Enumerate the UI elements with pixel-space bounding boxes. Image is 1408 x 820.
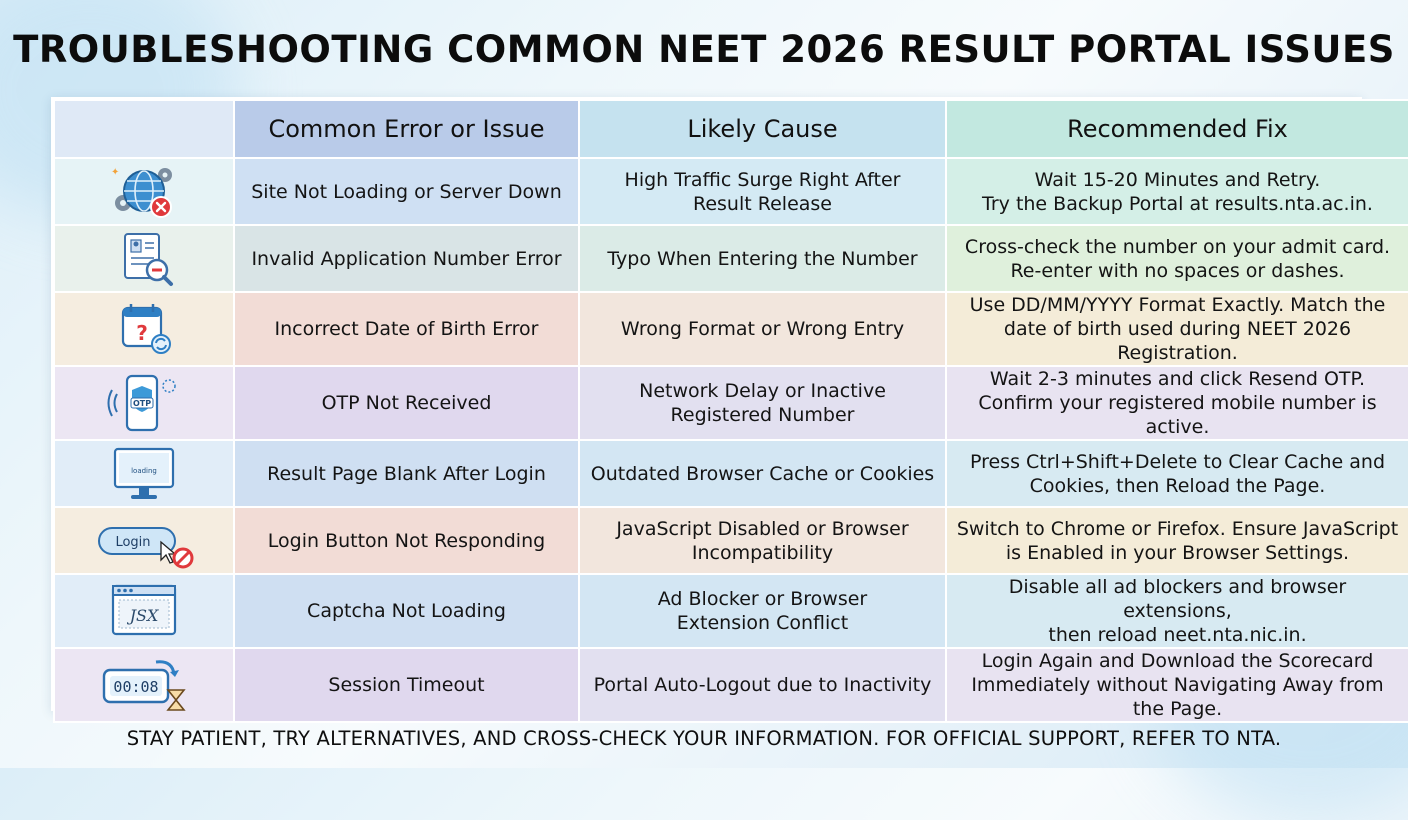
icon-cell bbox=[54, 440, 234, 507]
fix-line: Login Again and Download the Scorecard bbox=[981, 650, 1374, 672]
cause-line: Typo When Entering the Number bbox=[607, 247, 918, 270]
fix-line: Wait 15-20 Minutes and Retry. bbox=[1034, 168, 1321, 191]
icon-cell bbox=[54, 648, 234, 722]
header-fix: Recommended Fix bbox=[946, 100, 1408, 158]
cause-cell bbox=[579, 648, 946, 722]
fix-cell bbox=[946, 225, 1408, 292]
fix-line: Wait 2-3 minutes and click Resend OTP. bbox=[989, 368, 1366, 390]
fix-line: then reload neet.nta.nic.in. bbox=[1048, 624, 1307, 646]
table-row bbox=[54, 648, 1408, 722]
table-row bbox=[54, 366, 1408, 440]
phone-otp-icon bbox=[99, 372, 189, 434]
fix-line: Press Ctrl+Shift+Delete to Clear Cache and bbox=[969, 450, 1386, 473]
issue-cell: Invalid Application Number Error bbox=[234, 225, 579, 292]
fix-line: Switch to Chrome or Firefox. Ensure JavaScript bbox=[956, 517, 1399, 540]
captcha-window-icon bbox=[99, 580, 189, 642]
fix-cell bbox=[946, 158, 1408, 225]
icon-cell bbox=[54, 292, 234, 366]
calendar-question-icon bbox=[99, 298, 189, 360]
fix-line: Use DD/MM/YYYY Format Exactly. Match the bbox=[969, 294, 1386, 316]
cause-cell bbox=[579, 225, 946, 292]
header-cause: Likely Cause bbox=[579, 100, 946, 158]
svg-text:✦: ✦ bbox=[111, 166, 120, 178]
fix-line: Disable all ad blockers and browser extensions, bbox=[1008, 576, 1347, 622]
fix-line: Immediately without Navigating Away from the Page. bbox=[971, 674, 1384, 720]
svg-text:?: ? bbox=[136, 321, 148, 345]
table-row bbox=[54, 574, 1408, 648]
table-header-row bbox=[54, 100, 1408, 158]
cause-line: High Traffic Surge Right After bbox=[624, 168, 901, 191]
cause-line: Network Delay or Inactive bbox=[639, 380, 886, 402]
issue-cell: Login Button Not Responding bbox=[234, 507, 579, 574]
cause-cell bbox=[579, 507, 946, 574]
cause-line: Portal Auto-Logout due to Inactivity bbox=[593, 674, 932, 696]
fix-cell bbox=[946, 507, 1408, 574]
page-title: TROUBLESHOOTING COMMON NEET 2026 RESULT PORTAL ISSUES bbox=[13, 28, 1395, 71]
table-row bbox=[54, 292, 1408, 366]
issue-cell: Incorrect Date of Birth Error bbox=[234, 292, 579, 366]
fix-cell bbox=[946, 574, 1408, 648]
otp-icon-label: OTP bbox=[132, 399, 152, 408]
timer-icon-label: 00:08 bbox=[113, 678, 159, 696]
fix-line: Confirm your registered mobile number is active. bbox=[978, 392, 1377, 438]
cause-line: Incompatibility bbox=[691, 541, 834, 564]
issue-cell: Captcha Not Loading bbox=[234, 574, 579, 648]
fix-line: is Enabled in your Browser Settings. bbox=[1005, 541, 1350, 564]
icon-cell bbox=[54, 158, 234, 225]
table-row bbox=[54, 507, 1408, 574]
fix-line: date of birth used during NEET 2026 Registration. bbox=[1003, 318, 1352, 364]
loading-icon-label: loading bbox=[131, 466, 157, 475]
globe-error-icon bbox=[99, 161, 189, 223]
header-icon-cell bbox=[54, 100, 234, 158]
header-issue: Common Error or Issue bbox=[234, 100, 579, 158]
issue-cell: Site Not Loading or Server Down bbox=[234, 158, 579, 225]
cause-cell bbox=[579, 366, 946, 440]
cause-cell bbox=[579, 574, 946, 648]
cause-line: Wrong Format or Wrong Entry bbox=[620, 318, 905, 340]
cause-line: Result Release bbox=[693, 192, 832, 215]
fix-cell bbox=[946, 648, 1408, 722]
cause-line: Outdated Browser Cache or Cookies bbox=[590, 462, 935, 485]
icon-cell bbox=[54, 366, 234, 440]
fix-cell bbox=[946, 440, 1408, 507]
login-button-blocked-icon bbox=[89, 510, 199, 572]
cause-line: Registered Number bbox=[670, 404, 855, 426]
cause-line: Extension Conflict bbox=[676, 612, 849, 634]
cause-cell bbox=[579, 158, 946, 225]
fix-line: Cross-check the number on your admit card. bbox=[964, 235, 1391, 258]
cause-cell bbox=[579, 292, 946, 366]
monitor-loading-icon bbox=[99, 443, 189, 505]
fix-line: Cookies, then Reload the Page. bbox=[1029, 474, 1326, 497]
cause-line: Ad Blocker or Browser bbox=[657, 588, 868, 610]
table-row bbox=[54, 440, 1408, 507]
footer-note: STAY PATIENT, TRY ALTERNATIVES, AND CROSS-CHECK YOUR INFORMATION. FOR OFFICIAL SUPPORT, REFER TO NTA. bbox=[126, 727, 1282, 750]
clock-hourglass-icon bbox=[94, 654, 194, 716]
fix-cell bbox=[946, 292, 1408, 366]
issue-cell: Session Timeout bbox=[234, 648, 579, 722]
issue-cell: Result Page Blank After Login bbox=[234, 440, 579, 507]
table-row bbox=[54, 158, 1408, 225]
issue-cell: OTP Not Received bbox=[234, 366, 579, 440]
icon-cell bbox=[54, 225, 234, 292]
fix-line: Re-enter with no spaces or dashes. bbox=[1010, 259, 1345, 282]
icon-cell bbox=[54, 507, 234, 574]
fix-line: Try the Backup Portal at results.nta.ac.in. bbox=[982, 192, 1373, 215]
cause-line: JavaScript Disabled or Browser bbox=[616, 517, 909, 540]
icon-cell bbox=[54, 574, 234, 648]
cause-cell bbox=[579, 440, 946, 507]
table-row bbox=[54, 225, 1408, 292]
fix-cell bbox=[946, 366, 1408, 440]
troubleshooting-table bbox=[51, 97, 1399, 720]
login-icon-label: Login bbox=[115, 534, 151, 550]
captcha-icon-label: JSX bbox=[129, 606, 159, 625]
document-search-icon bbox=[99, 228, 189, 290]
